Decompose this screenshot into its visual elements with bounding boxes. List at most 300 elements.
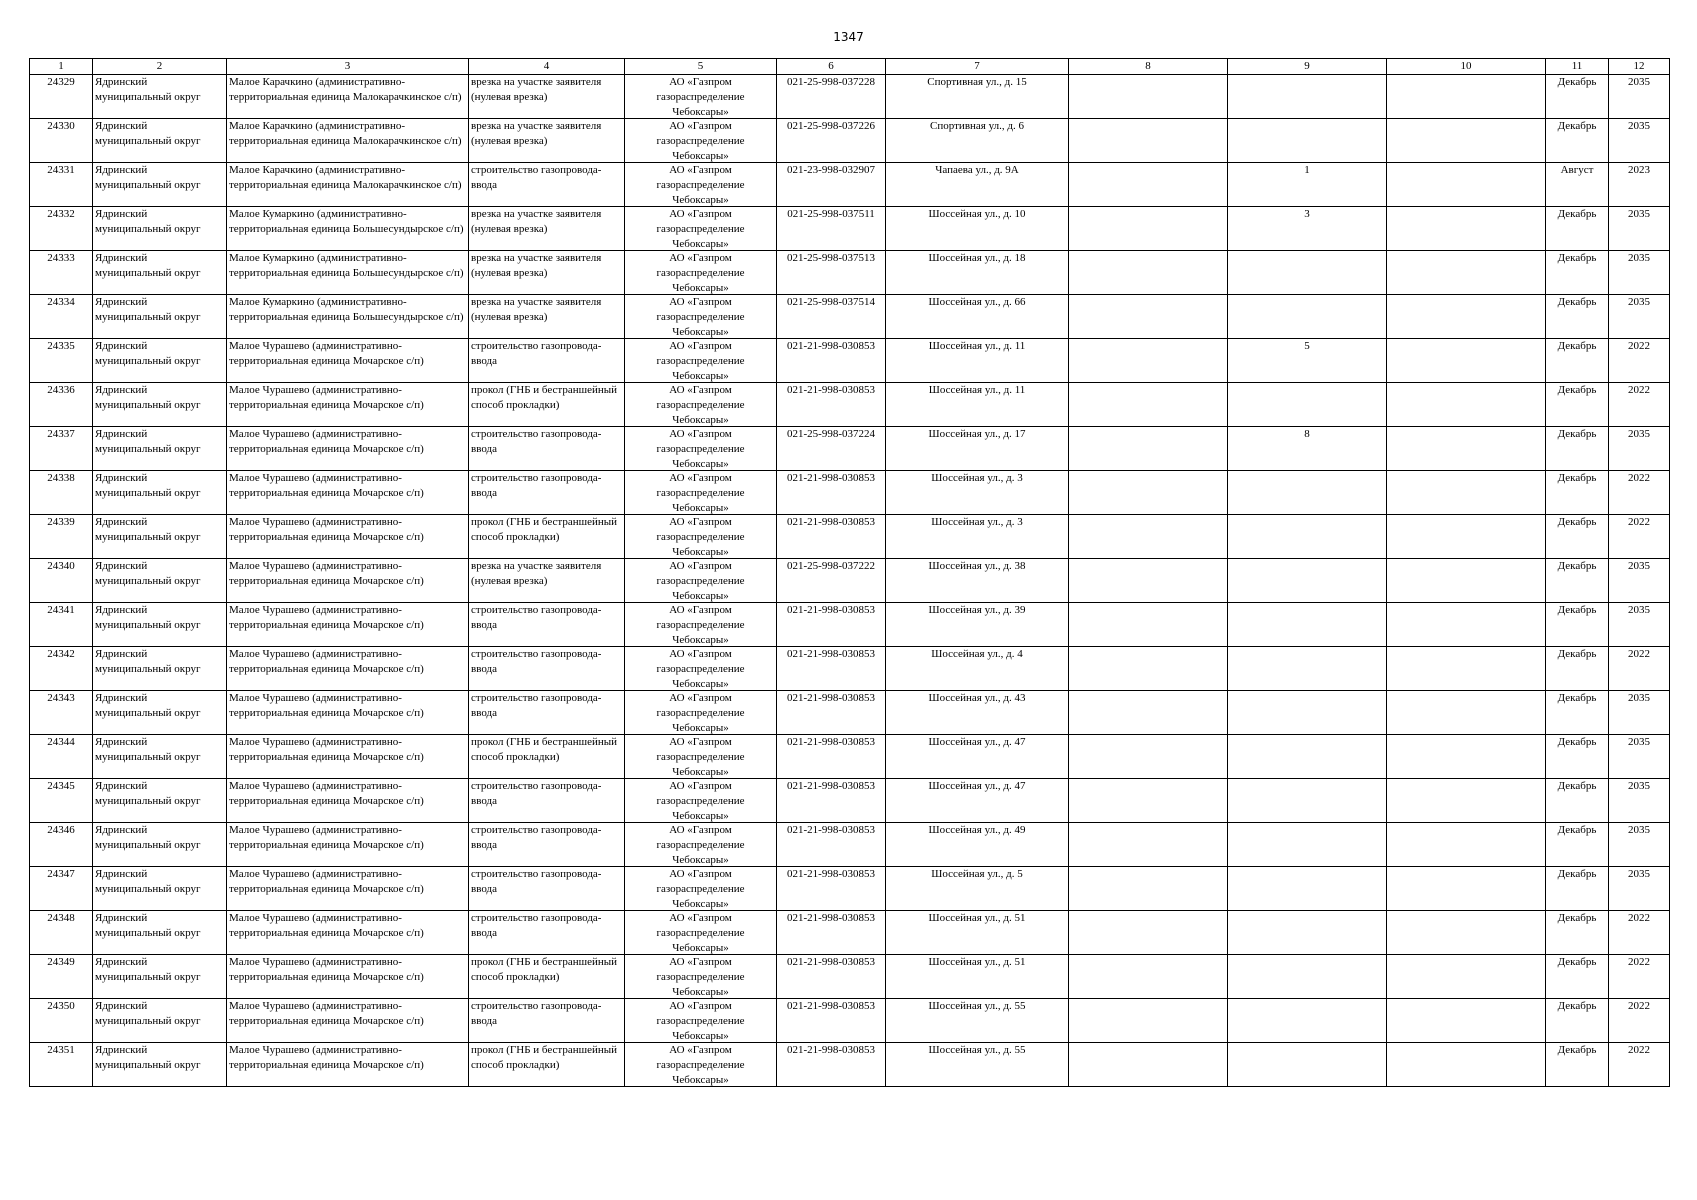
cell-text: Декабрь [1557,604,1597,616]
cell-col-8 [1069,515,1228,559]
cell-col-10 [1387,691,1546,735]
cell-address [886,999,1069,1043]
cell-col-8 [1069,735,1228,779]
cell-organization [625,515,777,559]
cell-text: Декабрь [1557,1044,1597,1056]
cell-col-8 [1069,339,1228,383]
cell-text: 2035 [1628,604,1650,616]
cell-address [886,647,1069,691]
cell-text: 2035 [1628,824,1650,836]
cell-address [886,207,1069,251]
cell-col-10 [1387,427,1546,471]
cell-text: Шоссейная ул., д. 38 [928,560,1026,572]
cell-settlement [227,823,469,867]
cell-text: АО «Газпром газораспределение Чебоксары» [656,956,745,998]
cell-year [1609,735,1670,779]
cell-text: Малое Чурашево (административно-территориальная единица Мочарское с/п) [229,1000,424,1027]
cell-text: Малое Чурашево (административно-территориальная единица Мочарское с/п) [229,604,424,631]
cell-text: 24335 [47,340,75,352]
cell-text: Малое Чурашево (административно-территориальная единица Мочарское с/п) [229,912,424,939]
cell-text: 021-21-998-030853 [787,868,875,880]
cell-text: АО «Газпром газораспределение Чебоксары» [656,296,745,338]
cell-text: Шоссейная ул., д. 55 [928,1044,1026,1056]
cell-work-type [469,647,625,691]
cell-district [93,559,227,603]
cell-work-type [469,339,625,383]
cell-text: прокол (ГНБ и бестраншейный способ прокладки) [471,384,618,411]
cell-text: 24346 [47,824,75,836]
cell-text: 021-21-998-030853 [787,780,875,792]
cell-organization [625,119,777,163]
cell-text: 8 [1304,428,1310,440]
cell-month [1546,735,1609,779]
cell-contract-number [777,999,886,1043]
cell-text: Шоссейная ул., д. 39 [928,604,1026,616]
cell-text: 021-25-998-037514 [787,296,875,308]
cell-month [1546,251,1609,295]
cell-col-9-value [1228,163,1387,207]
table-row [30,339,1670,383]
cell-row-id [30,691,93,735]
cell-organization [625,207,777,251]
cell-organization [625,559,777,603]
cell-text: 2035 [1628,208,1650,220]
cell-organization [625,691,777,735]
cell-address [886,339,1069,383]
cell-col-9-value [1228,911,1387,955]
cell-text: 24349 [47,956,75,968]
cell-text: Шоссейная ул., д. 55 [928,1000,1026,1012]
cell-text: Малое Чурашево (административно-территориальная единица Мочарское с/п) [229,824,424,851]
cell-settlement [227,999,469,1043]
cell-text: Август [1560,164,1594,176]
cell-text: прокол (ГНБ и бестраншейный способ прокладки) [471,736,618,763]
cell-district [93,735,227,779]
cell-text: Ядринский муниципальный округ [95,868,201,895]
cell-col-8 [1069,207,1228,251]
cell-text: Шоссейная ул., д. 3 [931,516,1023,528]
table-row [30,603,1670,647]
cell-text: Ядринский муниципальный округ [95,560,201,587]
cell-year [1609,515,1670,559]
cell-text: 2022 [1628,516,1650,528]
cell-text: 24343 [47,692,75,704]
cell-text: АО «Газпром газораспределение Чебоксары» [656,692,745,734]
cell-text: Декабрь [1557,208,1597,220]
cell-year [1609,823,1670,867]
cell-text: Декабрь [1557,1000,1597,1012]
cell-text: 2035 [1628,736,1650,748]
cell-address [886,955,1069,999]
cell-text: Шоссейная ул., д. 47 [928,780,1026,792]
cell-text: АО «Газпром газораспределение Чебоксары» [656,1044,745,1086]
cell-contract-number [777,295,886,339]
cell-text: Шоссейная ул., д. 11 [928,384,1026,396]
cell-row-id [30,515,93,559]
cell-text: 24348 [47,912,75,924]
cell-text: Шоссейная ул., д. 43 [928,692,1026,704]
cell-month [1546,295,1609,339]
cell-contract-number [777,691,886,735]
cell-work-type [469,779,625,823]
cell-month [1546,867,1609,911]
page-number: 1347 [833,30,864,44]
cell-col-8 [1069,779,1228,823]
cell-organization [625,735,777,779]
cell-work-type [469,251,625,295]
cell-month [1546,559,1609,603]
cell-col-8 [1069,559,1228,603]
cell-row-id [30,647,93,691]
column-number-7: 7 [886,59,1069,75]
cell-text: врезка на участке заявителя (нулевая врезка) [471,252,602,279]
cell-work-type [469,999,625,1043]
cell-organization [625,471,777,515]
cell-text: АО «Газпром газораспределение Чебоксары» [656,560,745,602]
cell-work-type [469,295,625,339]
cell-text: АО «Газпром газораспределение Чебоксары» [656,164,745,206]
cell-organization [625,867,777,911]
cell-work-type [469,515,625,559]
table-body [30,75,1670,1087]
column-number-1: 1 [30,59,93,75]
cell-text: 021-21-998-030853 [787,340,875,352]
cell-year [1609,251,1670,295]
cell-text: Шоссейная ул., д. 10 [928,208,1026,220]
cell-col-8 [1069,251,1228,295]
cell-year [1609,779,1670,823]
cell-text: Ядринский муниципальный округ [95,340,201,367]
column-number-12: 12 [1609,59,1670,75]
cell-text: АО «Газпром газораспределение Чебоксары» [656,912,745,954]
cell-text: 021-21-998-030853 [787,1000,875,1012]
cell-col-10 [1387,75,1546,119]
cell-text: АО «Газпром газораспределение Чебоксары» [656,340,745,382]
cell-contract-number [777,207,886,251]
cell-address [886,427,1069,471]
cell-text: строительство газопровода-ввода [471,164,602,191]
cell-col-8 [1069,823,1228,867]
cell-text: Ядринский муниципальный округ [95,692,201,719]
cell-contract-number [777,735,886,779]
cell-col-10 [1387,1043,1546,1087]
cell-work-type [469,471,625,515]
cell-text: 021-21-998-030853 [787,736,875,748]
cell-text: 021-21-998-030853 [787,472,875,484]
cell-col-10 [1387,911,1546,955]
cell-text: 2035 [1628,120,1650,132]
cell-text: 2035 [1628,252,1650,264]
cell-text: Декабрь [1557,780,1597,792]
cell-text: 24333 [47,252,75,264]
cell-text: Малое Кумаркино (административно-территориальная единица Большесундырское с/п) [229,208,464,235]
cell-settlement [227,471,469,515]
cell-text: Малое Чурашево (административно-территориальная единица Мочарское с/п) [229,340,424,367]
cell-row-id [30,295,93,339]
cell-district [93,207,227,251]
cell-text: 24341 [47,604,75,616]
table-row [30,75,1670,119]
cell-contract-number [777,779,886,823]
cell-text: Ядринский муниципальный округ [95,956,201,983]
cell-col-10 [1387,295,1546,339]
cell-text: 24338 [47,472,75,484]
cell-organization [625,603,777,647]
cell-text: 2022 [1628,912,1650,924]
cell-month [1546,119,1609,163]
cell-text: врезка на участке заявителя (нулевая врезка) [471,120,602,147]
cell-text: 24329 [47,76,75,88]
cell-text: Ядринский муниципальный округ [95,1000,201,1027]
cell-text: АО «Газпром газораспределение Чебоксары» [656,208,745,250]
cell-contract-number [777,955,886,999]
cell-text: Ядринский муниципальный округ [95,604,201,631]
cell-settlement [227,1043,469,1087]
table-row [30,471,1670,515]
cell-col-9-value [1228,427,1387,471]
cell-month [1546,1043,1609,1087]
cell-row-id [30,603,93,647]
table-row [30,867,1670,911]
cell-text: Малое Чурашево (административно-территориальная единица Мочарское с/п) [229,736,424,763]
cell-year [1609,603,1670,647]
cell-text: 021-25-998-037513 [787,252,875,264]
cell-col-10 [1387,867,1546,911]
cell-year [1609,207,1670,251]
cell-district [93,603,227,647]
cell-district [93,119,227,163]
table-row [30,427,1670,471]
cell-settlement [227,207,469,251]
cell-row-id [30,251,93,295]
cell-text: 2035 [1628,428,1650,440]
cell-text: строительство газопровода-ввода [471,428,602,455]
cell-text: 021-21-998-030853 [787,648,875,660]
cell-text: строительство газопровода-ввода [471,604,602,631]
table-row [30,779,1670,823]
cell-text: Малое Чурашево (административно-территориальная единица Мочарское с/п) [229,648,424,675]
cell-row-id [30,163,93,207]
cell-text: 021-25-998-037222 [787,560,875,572]
cell-row-id [30,1043,93,1087]
cell-year [1609,691,1670,735]
table-row [30,1043,1670,1087]
cell-col-10 [1387,251,1546,295]
cell-district [93,1043,227,1087]
cell-text: 2022 [1628,384,1650,396]
cell-contract-number [777,867,886,911]
cell-address [886,163,1069,207]
cell-text: Ядринский муниципальный округ [95,164,201,191]
cell-col-9-value [1228,867,1387,911]
cell-district [93,823,227,867]
cell-contract-number [777,647,886,691]
cell-settlement [227,911,469,955]
cell-work-type [469,1043,625,1087]
cell-contract-number [777,75,886,119]
cell-row-id [30,867,93,911]
table-row [30,559,1670,603]
cell-text: 021-21-998-030853 [787,604,875,616]
cell-address [886,251,1069,295]
cell-col-8 [1069,867,1228,911]
cell-year [1609,911,1670,955]
column-number-8: 8 [1069,59,1228,75]
cell-year [1609,383,1670,427]
cell-text: 021-21-998-030853 [787,956,875,968]
cell-row-id [30,427,93,471]
cell-text: АО «Газпром газораспределение Чебоксары» [656,516,745,558]
cell-text: Ядринский муниципальный округ [95,296,201,323]
cell-text: Малое Кумаркино (административно-территориальная единица Большесундырское с/п) [229,296,464,323]
cell-text: 021-21-998-030853 [787,384,875,396]
table-row [30,251,1670,295]
cell-text: 24340 [47,560,75,572]
cell-text: 24331 [47,164,75,176]
cell-text: 24339 [47,516,75,528]
cell-month [1546,691,1609,735]
cell-text: АО «Газпром газораспределение Чебоксары» [656,76,745,118]
cell-year [1609,163,1670,207]
cell-address [886,779,1069,823]
cell-col-8 [1069,383,1228,427]
cell-month [1546,779,1609,823]
cell-settlement [227,383,469,427]
cell-work-type [469,383,625,427]
cell-col-10 [1387,823,1546,867]
cell-col-9-value [1228,515,1387,559]
cell-text: 24330 [47,120,75,132]
cell-text: Шоссейная ул., д. 5 [931,868,1023,880]
column-number-9: 9 [1228,59,1387,75]
cell-text: Чапаева ул., д. 9А [935,164,1019,176]
cell-text: АО «Газпром газораспределение Чебоксары» [656,1000,745,1042]
cell-district [93,779,227,823]
cell-text: 021-21-998-030853 [787,692,875,704]
cell-text: Ядринский муниципальный округ [95,648,201,675]
table-row [30,999,1670,1043]
cell-address [886,559,1069,603]
cell-text: Малое Чурашево (административно-территориальная единица Мочарское с/п) [229,868,424,895]
cell-text: прокол (ГНБ и бестраншейный способ прокладки) [471,516,618,543]
cell-row-id [30,207,93,251]
cell-month [1546,383,1609,427]
cell-text: Спортивная ул., д. 15 [927,76,1027,88]
cell-text: прокол (ГНБ и бестраншейный способ прокладки) [471,956,618,983]
cell-organization [625,647,777,691]
cell-settlement [227,427,469,471]
cell-col-8 [1069,999,1228,1043]
cell-contract-number [777,515,886,559]
cell-text: 24351 [47,1044,75,1056]
cell-year [1609,339,1670,383]
cell-text: врезка на участке заявителя (нулевая врезка) [471,76,602,103]
cell-text: 2022 [1628,472,1650,484]
column-number-2: 2 [93,59,227,75]
cell-text: 24350 [47,1000,75,1012]
cell-col-10 [1387,515,1546,559]
cell-text: АО «Газпром газораспределение Чебоксары» [656,384,745,426]
cell-text: Малое Чурашево (административно-территориальная единица Мочарское с/п) [229,956,424,983]
cell-row-id [30,471,93,515]
cell-col-8 [1069,163,1228,207]
cell-text: АО «Газпром газораспределение Чебоксары» [656,252,745,294]
cell-text: 2022 [1628,340,1650,352]
cell-district [93,647,227,691]
cell-text: строительство газопровода-ввода [471,472,602,499]
cell-year [1609,119,1670,163]
cell-settlement [227,75,469,119]
cell-organization [625,999,777,1043]
cell-row-id [30,559,93,603]
cell-organization [625,163,777,207]
cell-year [1609,427,1670,471]
cell-text: Шоссейная ул., д. 51 [928,912,1026,924]
cell-address [886,515,1069,559]
table-row [30,691,1670,735]
cell-text: Малое Чурашево (административно-территориальная единица Мочарское с/п) [229,384,424,411]
cell-work-type [469,75,625,119]
cell-month [1546,999,1609,1043]
cell-address [886,1043,1069,1087]
cell-text: 021-21-998-030853 [787,516,875,528]
cell-text: 24332 [47,208,75,220]
cell-text: Ядринский муниципальный округ [95,780,201,807]
column-number-4: 4 [469,59,625,75]
cell-district [93,383,227,427]
cell-text: 2035 [1628,76,1650,88]
cell-contract-number [777,383,886,427]
register-table [29,58,1670,1087]
table-row [30,823,1670,867]
cell-col-9-value [1228,999,1387,1043]
cell-work-type [469,119,625,163]
cell-month [1546,163,1609,207]
cell-text: АО «Газпром газораспределение Чебоксары» [656,780,745,822]
cell-text: 3 [1304,208,1310,220]
cell-text: Ядринский муниципальный округ [95,516,201,543]
cell-month [1546,647,1609,691]
cell-text: Ядринский муниципальный округ [95,912,201,939]
cell-text: АО «Газпром газораспределение Чебоксары» [656,824,745,866]
cell-row-id [30,119,93,163]
cell-organization [625,383,777,427]
cell-text: 2035 [1628,296,1650,308]
cell-text: строительство газопровода-ввода [471,1000,602,1027]
cell-text: АО «Газпром газораспределение Чебоксары» [656,736,745,778]
cell-text: 24334 [47,296,75,308]
cell-text: Декабрь [1557,516,1597,528]
cell-text: Малое Чурашево (административно-территориальная единица Мочарское с/п) [229,560,424,587]
cell-organization [625,911,777,955]
cell-text: Шоссейная ул., д. 3 [931,472,1023,484]
cell-organization [625,1043,777,1087]
cell-text: 2023 [1628,164,1650,176]
cell-year [1609,75,1670,119]
cell-month [1546,75,1609,119]
column-number-11: 11 [1546,59,1609,75]
cell-text: Ядринский муниципальный округ [95,824,201,851]
cell-col-9-value [1228,251,1387,295]
cell-year [1609,559,1670,603]
cell-month [1546,911,1609,955]
cell-settlement [227,691,469,735]
cell-col-9-value [1228,207,1387,251]
cell-col-8 [1069,1043,1228,1087]
cell-work-type [469,735,625,779]
cell-col-10 [1387,471,1546,515]
cell-text: строительство газопровода-ввода [471,692,602,719]
